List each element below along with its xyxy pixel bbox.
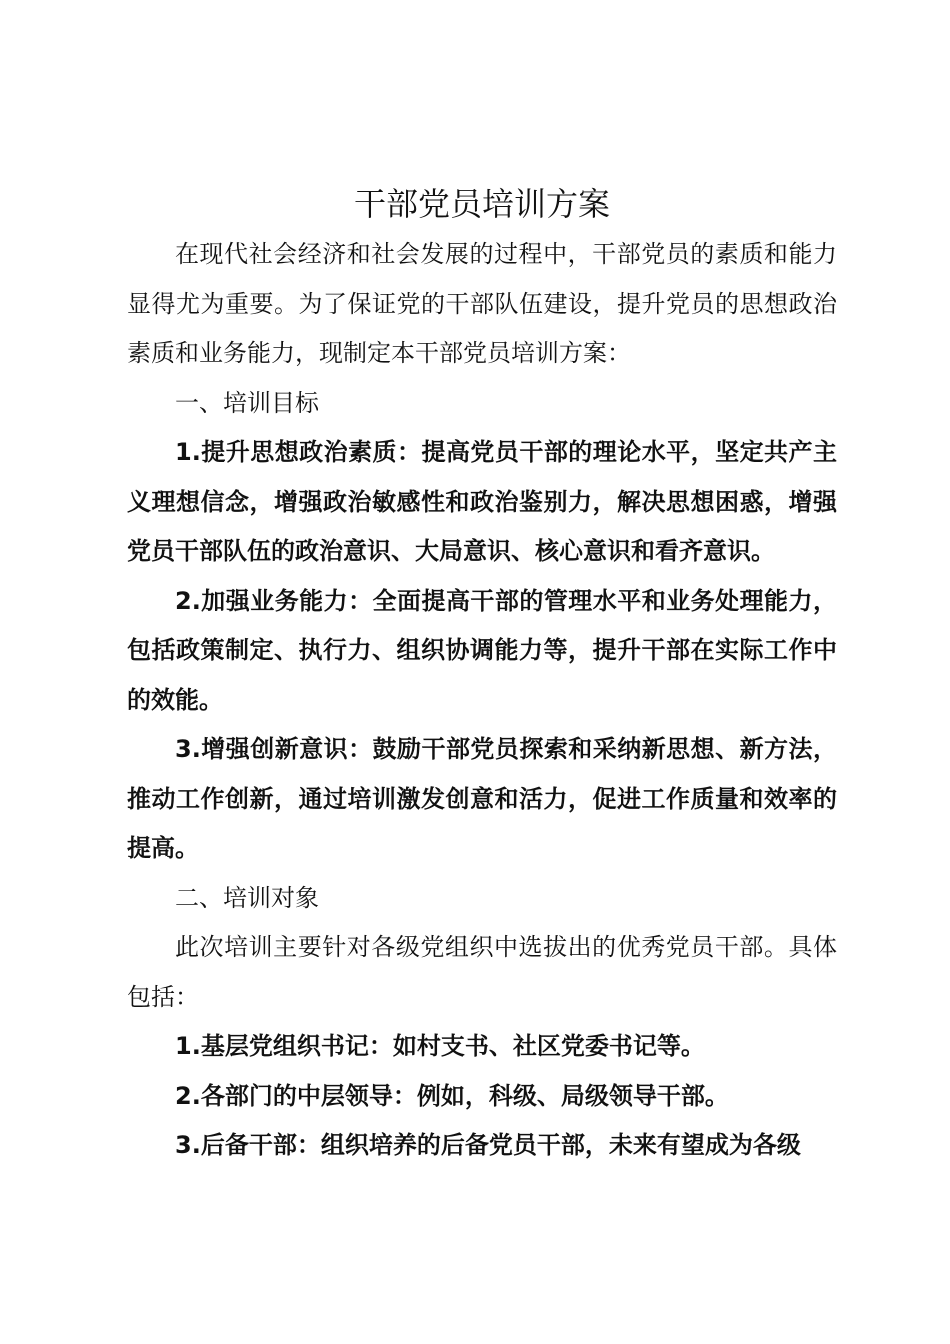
target-item-3: 3.后备干部：组织培养的后备党员干部，未来有望成为各级 [175,1131,801,1159]
goal-item-3: 3.增强创新意识：鼓励干部党员探索和采纳新思想、新方法，推动工作创新，通过培训激发创意和活力，促进工作质量和效率的提高。 [127,735,837,862]
target-item-1: 1.基层党组织书记：如村支书、社区党委书记等。 [175,1032,705,1060]
target-item-2: 2.各部门的中层领导：例如，科级、局级领导干部。 [175,1081,729,1110]
document-title: 干部党员培训方案 [353,185,610,223]
goal-item-1: 1.提升思想政治素质：提高党员干部的理论水平，坚定共产主义理想信念，增强政治敏感性和政治鉴别力，解决思想困惑，增强党员干部队伍的政治意识、大局意识、核心意识和看齐意识。 [127,438,837,565]
goal-item-2: 2.加强业务能力：全面提高干部的管理水平和业务处理能力，包括政策制定、执行力、组织协调能力等，提升干部在实际工作中的效能。 [127,586,837,714]
targets-intro-paragraph: 此次培训主要针对各级党组织中选拔出的优秀党员干部。具体包括： [127,933,837,1011]
section-heading-targets: 二、培训对象 [175,883,319,912]
section-heading-goals: 一、培训目标 [175,388,319,417]
intro-paragraph: 在现代社会经济和社会发展的过程中，干部党员的素质和能力显得尤为重要。为了保证党的干部队伍建设，提升党员的思想政治素质和业务能力，现制定本干部党员培训方案： [127,240,837,367]
document-page [127,178,837,1171]
